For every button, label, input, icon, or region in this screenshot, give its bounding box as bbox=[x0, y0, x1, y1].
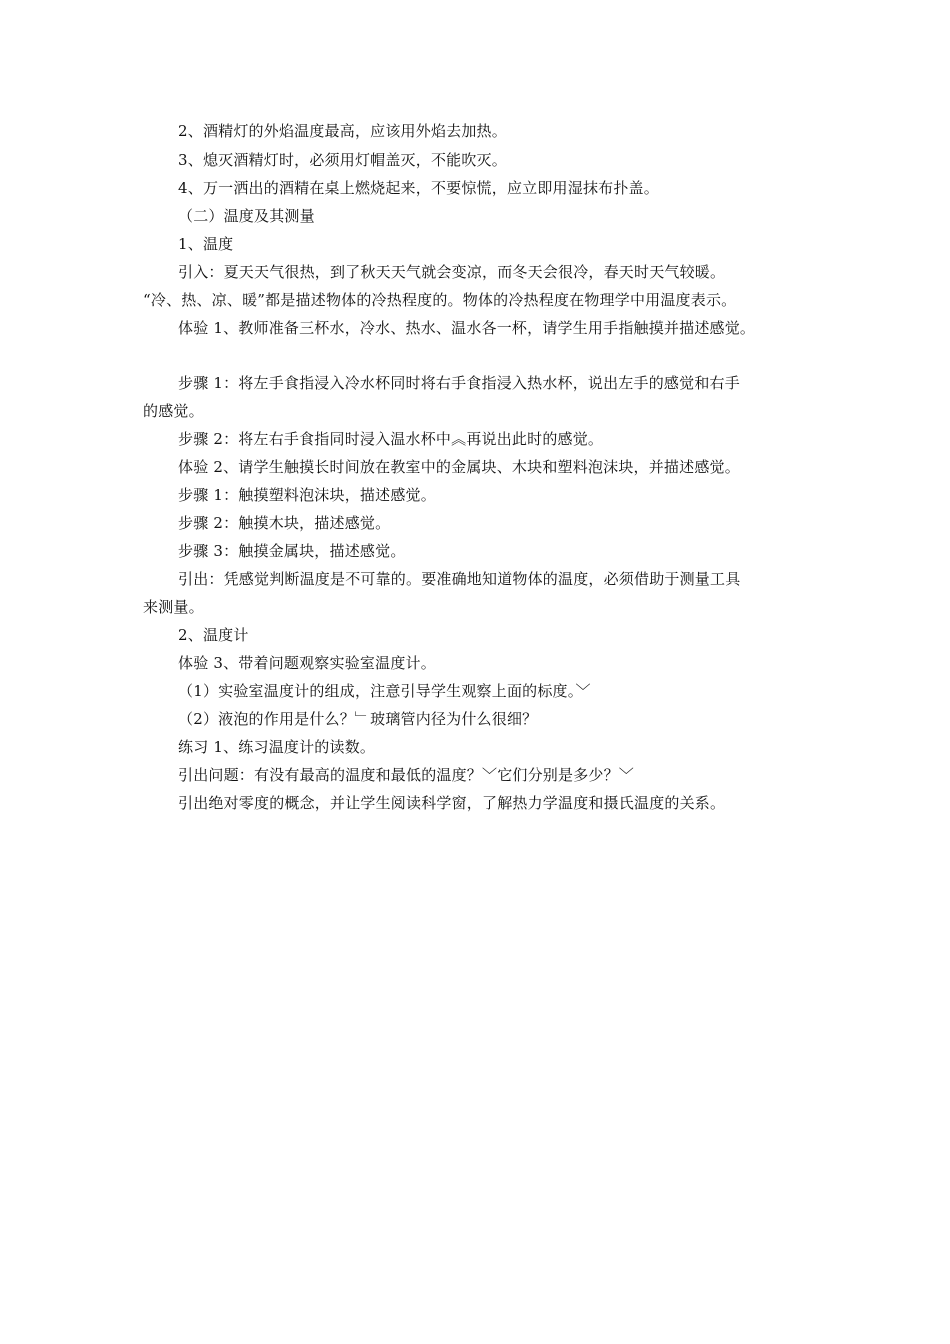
text-line: 引出：凭感觉判断温度是不可靠的。要准确地知道物体的温度，必须借助于测量工具 bbox=[178, 570, 741, 588]
text-line: 步骤 3：触摸金属块，描述感觉。 bbox=[178, 542, 406, 560]
section-heading: （二）温度及其测量 bbox=[178, 207, 315, 225]
text-line: 步骤 1：将左手食指浸入冷水杯同时将右手食指浸入热水杯，说出左手的感觉和右手 bbox=[178, 374, 740, 392]
text-line: 引出问题：有没有最高的温度和最低的温度？﹀它们分别是多少？﹀ bbox=[178, 766, 635, 784]
text-line: 引出绝对零度的概念，并让学生阅读科学窗，了解热力学温度和摄氏温度的关系。 bbox=[178, 794, 726, 812]
text-line: （1）实验室温度计的组成，注意引导学生观察上面的标度。﹀ bbox=[178, 682, 591, 700]
text-line: 体验 1、教师准备三杯水，冷水、热水、温水各一杯，请学生用手指触摸并描述感觉。 bbox=[178, 319, 756, 337]
text-line: 4、万一洒出的酒精在桌上燃烧起来，不要惊慌，应立即用湿抹布扑盖。 bbox=[178, 179, 659, 197]
text-line: 的感觉。 bbox=[143, 402, 204, 420]
text-line: 3、熄灭酒精灯时，必须用灯帽盖灭，不能吹灭。 bbox=[178, 151, 507, 169]
text-line: 练习 1、练习温度计的读数。 bbox=[178, 738, 376, 756]
text-line: 引入：夏天天气很热，到了秋天天气就会变凉，而冬天会很冷，春天时天气较暖。 bbox=[178, 263, 726, 281]
text-line: 体验 3、带着问题观察实验室温度计。 bbox=[178, 654, 436, 672]
text-line: 来测量。 bbox=[143, 598, 204, 616]
subsection-heading: 1、温度 bbox=[178, 235, 234, 253]
text-line: 2、酒精灯的外焰温度最高，应该用外焰去加热。 bbox=[178, 122, 507, 140]
text-line: 体验 2、请学生触摸长时间放在教室中的金属块、木块和塑料泡沫块，并描述感觉。 bbox=[178, 458, 740, 476]
text-line: 步骤 2：将左右手食指同时浸入温水杯中︽再说出此时的感觉。 bbox=[178, 430, 604, 448]
text-line: 步骤 1：触摸塑料泡沫块，描述感觉。 bbox=[178, 486, 436, 504]
subsection-heading: 2、温度计 bbox=[178, 626, 249, 644]
text-line: “冷、热、凉、暖”都是描述物体的冷热程度的。物体的冷热程度在物理学中用温度表示。 bbox=[143, 291, 737, 309]
text-line: （2）液泡的作用是什么？﹂玻璃管内径为什么很细？ bbox=[178, 710, 538, 728]
text-line: 步骤 2：触摸木块，描述感觉。 bbox=[178, 514, 391, 532]
